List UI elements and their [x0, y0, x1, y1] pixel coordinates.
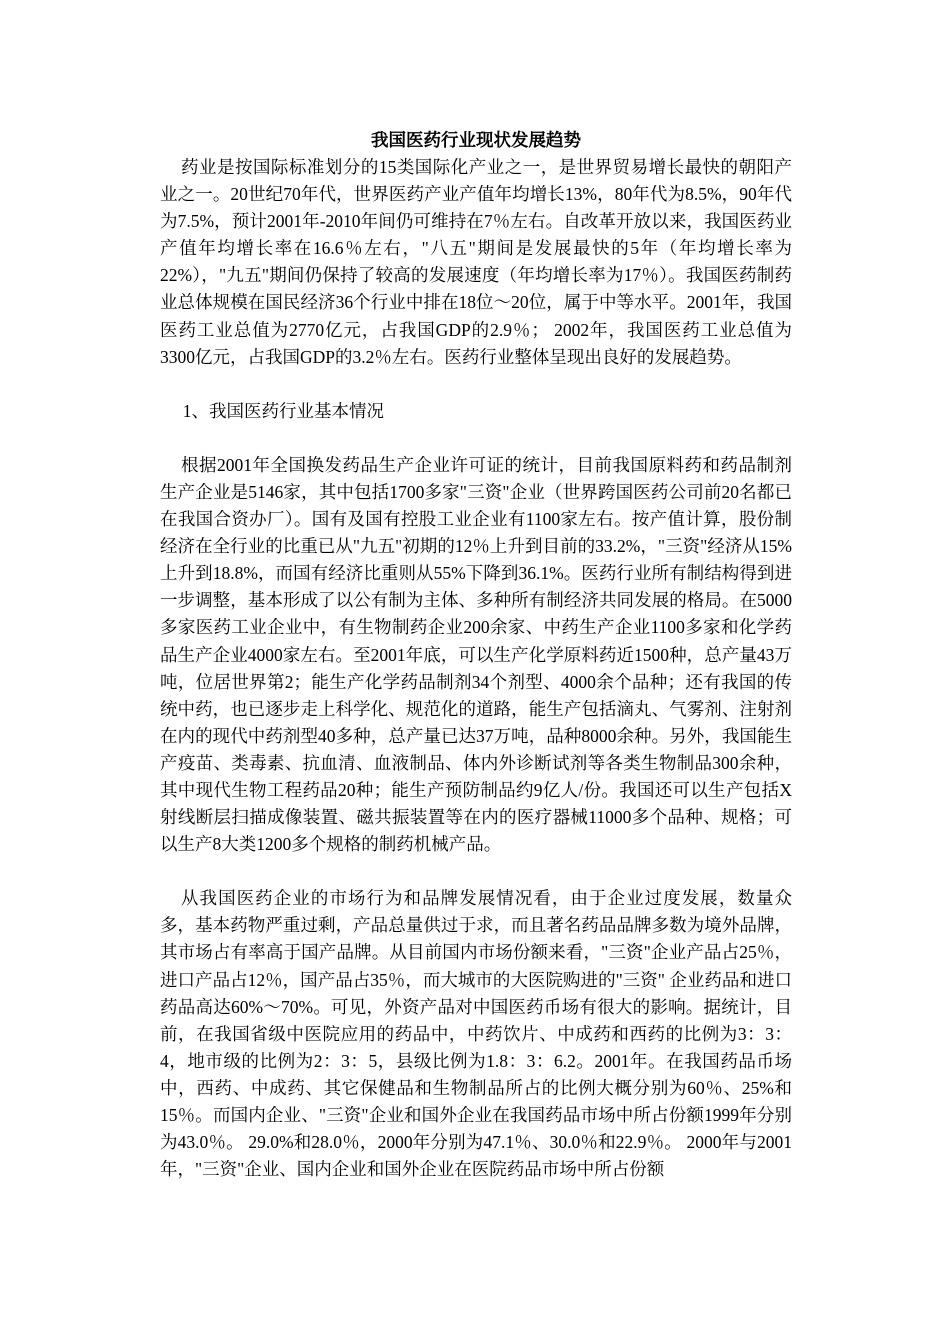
paragraph-spacer	[160, 858, 792, 885]
paragraph-spacer	[160, 371, 792, 398]
paragraph-spacer	[160, 425, 792, 452]
paragraph-industry-stats: 根据2001年全国换发药品生产企业许可证的统计，目前我国原料药和药品制剂生产企业是5146家，其中包括1700多家"三资"企业（世界跨国医药公司前20名都已在我国合资办厂）。国有及国有控股工业企业有1100家左右。按产值计算，股份制经济在全行业的比重已从"九五"初期的12％上升到目前的33.2%，"三资"经济从15%上升到18.8%，而国有经济比重则从55%下降到36.1%。医药行业所有制结构得到进一步调整，基本形成了以公有制为主体、多种所有制经济共同发展的格局。在5000多家医药工业企业中，有生物制药企业200余家、中药生产企业1100多家和化学药品生产企业4000家左右。至2001年底，可以生产化学原料药近1500种，总产量43万吨，位居世界第2；能生产化学药品制剂34个剂型、4000余个品种；还有我国的传统中药，也已逐步走上科学化、规范化的道路，能生产包括滴丸、气雾剂、注射剂在内的现代中药剂型40多种，总产量已达37万吨，品种8000余种。另外，我国能生产疫苗、类毒素、抗血清、血液制品、体内外诊断试剂等各类生物制品300余种，其中现代生物工程药品20种；能生产预防制品约9亿人/份。我国还可以生产包括X射线断层扫描成像装置、磁共振装置等在内的医疗器械11000多个品种、规格；可以生产8大类1200多个规格的制药机械产品。	[160, 454, 792, 855]
paragraph-intro: 药业是按国际标准划分的15类国际化产业之一，是世界贸易增长最快的朝阳产业之一。20世纪70年代，世界医药产业产值年均增长13%，80年代为8.5%，90年代为7.5%，预计2001年-2010年间仍可维持在7％左右。自改革开放以来，我国医药业产值年均增长率在16.6％左右，"八五"期间是发展最快的5年（年均增长率为22%），"九五"期间仍保持了较高的发展速度（年均增长率为17％）。我国医药制药业总体规模在国民经济36个行业中排在18位～20位，属于中等水平。2001年，我国医药工业总值为2770亿元，占我国GDP的2.9％； 2002年，我国医药工业总值为3300亿元，占我国GDP的3.2％左右。医药行业整体呈现出良好的发展趋势。	[160, 157, 792, 367]
section-heading-basic-situation: 1、我国医药行业基本情况	[182, 400, 384, 421]
document-title: 我国医药行业现状发展趋势	[371, 130, 581, 150]
document-page	[160, 127, 792, 1183]
paragraph-market-brands: 从我国医药企业的市场行为和品牌发展情况看，由于企业过度发展，数量众多，基本药物严重过剩，产品总量供过于求，而且著名药品品牌多数为境外品牌，其市场占有率高于国产品牌。从目前国内市场份额来看，"三资"企业产品占25％，进口产品占12％，国产品占35％，而大城市的大医院购进的"三资" 企业药品和进口药品高达60%～70%。可见，外资产品对中国医药币场有很大的影响。据统计，目前，在我国省级中医院应用的药品中，中药饮片、中成药和西药的比例为3：3：4，地市级的比例为2：3：5，县级比例为1.8：3：6.2。2001年。在我国药品币场中，西药、中成药、其它保健品和生物制品所占的比例大概分别为60％、25%和15％。而国内企业、"三资"企业和国外企业在我国药品市场中所占份额1999年分别为43.0％。 29.0%和28.0％，2000年分别为47.1％、30.0％和22.9％。 2000年与2001年，"三资"企业、国内企业和国外企业在医院药品市场中所占份额	[160, 888, 792, 1180]
